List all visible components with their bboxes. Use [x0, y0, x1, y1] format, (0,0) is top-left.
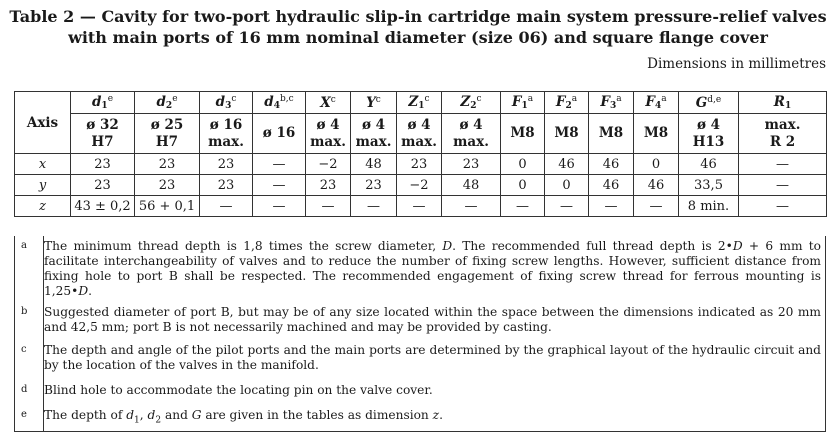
column-symbol-subscript: 4 [654, 101, 662, 111]
value-cell: 46 [679, 154, 739, 175]
value-cell: 23 [306, 175, 351, 196]
column-symbol-letter: F [600, 94, 610, 110]
footnote-italic: D [442, 239, 453, 253]
value-cell: 46 [545, 154, 589, 175]
value-cell: 0 [501, 154, 545, 175]
column-symbol-subscript: 4 [273, 101, 281, 111]
footnote-c [15, 340, 826, 380]
footnote-run: are given in the tables as dimension [201, 408, 433, 422]
footnote-text [44, 405, 826, 431]
column-spec-13 [739, 114, 827, 154]
footnote-run: and [161, 408, 192, 422]
column-spec-9 [545, 114, 589, 154]
footnote-italic: z [432, 408, 440, 422]
value-cell: 23 [351, 175, 397, 196]
value-cell: 56 + 0,1 [135, 196, 200, 217]
column-spec-line-2: max. [453, 133, 489, 150]
footnote-b [15, 302, 826, 340]
column-symbol-subscript: 2 [565, 101, 572, 111]
footnote-text [44, 236, 826, 302]
value-cell: 23 [200, 175, 253, 196]
column-spec-line-1: ø 4 [316, 116, 340, 133]
column-symbol-footnote: b,c [280, 94, 294, 104]
column-symbol-footnote: c [330, 94, 336, 105]
value-cell: 48 [442, 175, 501, 196]
column-spec-3 [253, 114, 306, 154]
footnote-mark: b [15, 302, 44, 340]
footnote-run: . [88, 284, 92, 298]
footnote-run: The depth and angle of the pilot ports and the main ports are determined by the graphical layout of the hydraulic circuit and by the location of the valves in the manifold. [44, 343, 821, 372]
value-cell: 46 [634, 175, 679, 196]
footnote-italic: D [732, 239, 743, 253]
units-note: Dimensions in millimetres [647, 56, 826, 72]
value-cell: — [501, 196, 545, 217]
footnote-text [44, 380, 826, 405]
column-symbol-footnote: c [476, 94, 482, 104]
footnote-mark: d [15, 380, 44, 405]
column-symbol-4 [306, 92, 351, 114]
column-symbol-letter: X [320, 94, 331, 111]
column-symbol-letter: R [773, 94, 785, 110]
column-symbol-subscript: 2 [470, 101, 477, 111]
value-cell: 0 [634, 154, 679, 175]
value-cell: 23 [71, 154, 135, 175]
column-symbol-2 [200, 92, 253, 114]
column-symbol-6 [397, 92, 442, 114]
column-symbol-letter: F [645, 94, 655, 110]
column-symbol-footnote: c [231, 94, 237, 104]
value-cell: −2 [397, 175, 442, 196]
footnote-run: Suggested diameter of port B, but may be of any size located within the space between the dimensions indicated as 20 mm and 42,5 mm; port B is not necessarily machined and may be provided by casting. [44, 305, 821, 334]
column-spec-line-2: max. [310, 133, 346, 150]
value-cell: — [397, 196, 442, 217]
column-spec-line-2: H7 [155, 133, 179, 150]
column-spec-1 [135, 114, 200, 154]
axis-cell: z [15, 196, 71, 217]
column-symbol-footnote: c [375, 94, 381, 105]
footnote-mark: a [15, 236, 44, 302]
column-spec-2 [200, 114, 253, 154]
column-spec-line-1: ø 4 [361, 116, 386, 133]
footnote-run: Blind hole to accommodate the locating pin on the valve cover. [44, 383, 433, 397]
value-cell: 33,5 [679, 175, 739, 196]
column-spec-7 [442, 114, 501, 154]
value-cell: — [253, 154, 306, 175]
footnote-run: + 6 mm to facilitate interchangeability of valves and to reduce the number of fixing screw lengths. However, sufficient distance from fixing hole to port B shall be respected. The recommended engagement of fixing screw thread for ferrous mounting is 1,25• [44, 239, 822, 298]
column-symbol-12 [679, 92, 739, 114]
footnote-italic: G [191, 408, 202, 422]
axis-cell: y [15, 175, 71, 196]
column-symbol-10 [589, 92, 634, 114]
axis-header-cell: Axis [15, 92, 71, 154]
value-cell: — [589, 196, 634, 217]
table-row-z [15, 196, 827, 217]
footnote-mark: e [15, 405, 44, 431]
column-spec-line-1: ø 4 [459, 116, 483, 133]
column-spec-8 [501, 114, 545, 154]
column-symbol-footnote: c [424, 94, 430, 104]
column-symbol-subscript: 3 [225, 101, 232, 111]
footnote-run: The minimum thread depth is 1,8 times the screw diameter, [44, 239, 443, 253]
column-symbol-0 [71, 92, 135, 114]
column-symbol-5 [351, 92, 397, 114]
column-spec-0 [71, 114, 135, 154]
value-cell: — [634, 196, 679, 217]
column-symbol-footnote: e [107, 94, 114, 104]
column-symbol-11 [634, 92, 679, 114]
footnote-subscript: 1 [134, 415, 140, 426]
column-spec-line-1: ø 16 [209, 116, 243, 133]
column-symbol-1 [135, 92, 200, 114]
column-spec-line-2: H13 [692, 133, 725, 150]
column-symbol-footnote: d,e [707, 94, 722, 105]
column-symbol-letter: F [555, 94, 566, 110]
footnote-subscript: 2 [155, 415, 162, 426]
value-cell: 46 [589, 175, 634, 196]
column-symbol-subscript: 1 [784, 101, 792, 111]
column-symbol-subscript: 1 [101, 101, 108, 111]
header-row-specs [15, 114, 827, 154]
column-spec-12 [679, 114, 739, 154]
axis-cell: x [15, 154, 71, 175]
column-spec-4 [306, 114, 351, 154]
footnote-italic: d [147, 408, 156, 422]
value-cell: — [739, 196, 827, 217]
table-title-line-1: Table 2 — Cavity for two-port hydraulic slip-in cartridge main system pressure-relief valves [9, 7, 827, 26]
column-spec-6 [397, 114, 442, 154]
column-spec-line-1: ø 25 [150, 116, 184, 133]
value-cell: — [739, 154, 827, 175]
value-cell: 43 ± 0,2 [71, 196, 135, 217]
footnote-text [44, 340, 826, 380]
document-page [0, 6, 836, 444]
footnote-run: , [139, 408, 148, 422]
column-symbol-8 [501, 92, 545, 114]
column-spec-line-1: ø 4 [696, 116, 721, 133]
column-symbol-subscript: 1 [418, 101, 425, 111]
footnote-text [44, 302, 826, 340]
column-symbol-7 [442, 92, 501, 114]
footnote-run: . The recommended full thread depth is 2• [452, 239, 733, 253]
value-cell: 23 [397, 154, 442, 175]
column-spec-11 [634, 114, 679, 154]
value-cell: 0 [501, 175, 545, 196]
value-cell: — [306, 196, 351, 217]
column-spec-line-1: M8 [598, 125, 624, 141]
column-symbol-subscript: 2 [165, 101, 173, 111]
column-symbol-letter: d [264, 94, 274, 110]
column-spec-line-1: M8 [510, 125, 535, 141]
value-cell: 48 [351, 154, 397, 175]
footnote-italic: d [126, 408, 135, 422]
column-spec-5 [351, 114, 397, 154]
column-symbol-subscript: 1 [521, 101, 528, 111]
column-symbol-9 [545, 92, 589, 114]
column-symbol-letter: F [511, 94, 522, 110]
value-cell: 23 [71, 175, 135, 196]
column-symbol-footnote: a [661, 94, 667, 104]
value-cell: — [442, 196, 501, 217]
column-symbol-footnote: e [172, 94, 178, 104]
value-cell: — [739, 175, 827, 196]
value-cell: — [351, 196, 397, 217]
column-spec-line-1: ø 32 [86, 116, 119, 133]
table-row-x [15, 154, 827, 175]
footnote-mark: c [15, 340, 44, 380]
footnote-italic: D [78, 284, 89, 298]
value-cell: −2 [306, 154, 351, 175]
table-row-y [15, 175, 827, 196]
footnote-run: . [439, 408, 443, 422]
value-cell: 23 [200, 154, 253, 175]
value-cell: 23 [135, 154, 200, 175]
column-symbol-footnote: a [527, 94, 534, 104]
value-cell: 8 min. [679, 196, 739, 217]
footnote-e [15, 405, 826, 431]
column-symbol-letter: d [91, 94, 102, 110]
dimension-table [14, 91, 827, 217]
column-spec-line-2: max. [355, 133, 392, 150]
column-symbol-13 [739, 92, 827, 114]
value-cell: 23 [135, 175, 200, 196]
column-spec-line-1: M8 [643, 125, 669, 141]
value-cell: — [253, 196, 306, 217]
column-symbol-footnote: a [616, 94, 622, 104]
footnote-a [15, 236, 826, 302]
footnotes-table [14, 236, 826, 432]
column-symbol-letter: Z [408, 94, 419, 110]
column-symbol-footnote: a [571, 94, 578, 104]
value-cell: 46 [589, 154, 634, 175]
table-title [0, 6, 836, 48]
value-cell: — [545, 196, 589, 217]
column-symbol-subscript: 3 [609, 101, 617, 111]
column-spec-line-1: ø 4 [407, 116, 431, 133]
footnote-run: The depth of [44, 408, 127, 422]
value-cell: — [200, 196, 253, 217]
footnote-d [15, 380, 826, 405]
value-cell: 0 [545, 175, 589, 196]
column-symbol-letter: Z [460, 94, 471, 110]
column-symbol-letter: G [695, 94, 708, 111]
table-title-line-2: with main ports of 16 mm nominal diameter (size 06) and square flange cover [68, 28, 768, 47]
column-spec-line-2: max. [208, 133, 244, 150]
column-spec-line-2: R 2 [769, 133, 796, 150]
column-spec-line-2: max. [401, 133, 437, 150]
column-spec-line-1: M8 [554, 125, 579, 141]
value-cell: — [253, 175, 306, 196]
column-symbol-3 [253, 92, 306, 114]
column-spec-line-1: ø 16 [262, 125, 296, 141]
column-spec-line-1: max. [764, 116, 801, 133]
value-cell: 23 [442, 154, 501, 175]
column-spec-line-2: H7 [91, 133, 114, 150]
column-symbol-letter: Y [366, 94, 376, 111]
column-symbol-letter: d [215, 94, 226, 110]
column-symbol-letter: d [156, 94, 166, 110]
header-row-symbols [15, 92, 827, 114]
column-spec-10 [589, 114, 634, 154]
